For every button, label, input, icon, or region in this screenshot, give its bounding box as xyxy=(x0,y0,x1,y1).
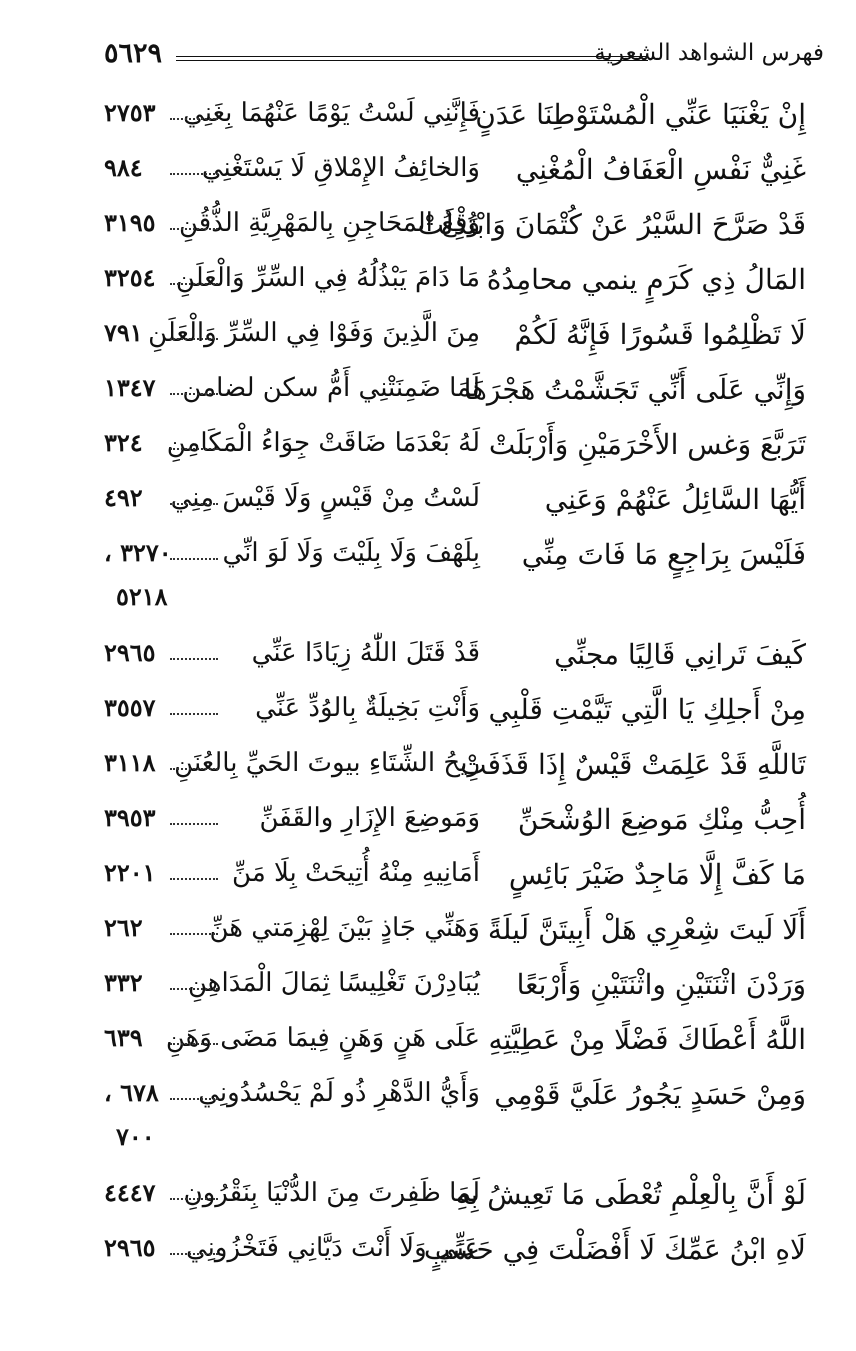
verse-page-refs: ٤٩٢ xyxy=(104,483,143,512)
verse-first-hemistich: وَرَدْنَ اثْنَتَيْنِ واثْنَتَيْنِ وَأَرْبَعًا xyxy=(516,968,806,1001)
verse-first-hemistich: تَرَبَّعَ وَغس الأَخْرَمَيْنِ وَأَرْبَلَتْ xyxy=(488,428,806,461)
running-title: فهرس الشواهد الشعرية xyxy=(594,40,824,66)
verse-row xyxy=(0,740,856,795)
verse-second-hemistich: وَالخائِفُ الإِمْلاقِ لَا يَسْتَغْنِي xyxy=(201,153,480,183)
verse-page-refs: ١٣٤٧ xyxy=(104,373,156,402)
verse-first-hemistich: المَالُ ذِي كَرَمٍ ينمي محامِدُهُ xyxy=(486,263,806,296)
verse-second-hemistich: مِنَ الَّذِينَ وَفَوْا فِي السِّرِّ وَالْعَلَنِ xyxy=(148,318,480,348)
verse-page-refs: ٣١٩٥ xyxy=(104,208,156,237)
dot-leader xyxy=(170,228,218,230)
verse-page-refs: ٤٤٤٧ xyxy=(104,1178,156,1207)
verse-page-refs: ٩٨٤ xyxy=(104,153,143,182)
dot-leader xyxy=(170,823,218,825)
verse-page-refs: ٣٩٥٣ xyxy=(104,803,156,832)
verse-page-refs: ٢٩٦٥ xyxy=(104,1233,156,1262)
verse-page-refs: ٣٢٤ xyxy=(104,428,143,457)
dot-leader xyxy=(170,1098,218,1100)
verse-second-hemistich: لَهُ بَعْدَمَا ضَاقَتْ جِوَاءُ الْمَكَامِنِ xyxy=(166,428,480,458)
verse-row xyxy=(0,685,856,740)
verse-row xyxy=(0,795,856,850)
dot-leader xyxy=(170,393,218,395)
dot-leader xyxy=(170,283,218,285)
verse-row xyxy=(0,905,856,960)
verse-row xyxy=(0,255,856,310)
verse-first-hemistich: أُحِبُّ مِنْكِ مَوضِعَ الوُشْحَنِّ xyxy=(517,803,806,836)
verse-row xyxy=(0,630,856,685)
dot-leader xyxy=(170,933,218,935)
verse-second-hemistich: رِيحُ الشِّتَاءِ بيوتَ الحَيِّ بِالعُنَنِ xyxy=(174,748,480,778)
dot-leader xyxy=(170,558,218,560)
verse-row xyxy=(0,200,856,255)
dot-leader xyxy=(170,658,218,660)
verse-page-refs: ٢٢٠١ xyxy=(104,858,156,887)
dot-leader xyxy=(170,503,218,505)
dot-leader xyxy=(170,878,218,880)
verse-row xyxy=(0,1225,856,1280)
verse-second-hemistich: عَلَى هَنٍ وَهَنٍ فِيمَا مَضَى وَهَنِ xyxy=(165,1023,480,1053)
dot-leader xyxy=(170,1253,218,1255)
page-number: ٥٦٢٩ xyxy=(104,38,163,69)
verse-page-refs: ٢٧٥٣ xyxy=(104,98,156,127)
verse-first-hemistich: كَيفَ تَرانِي قَالِيًا مجنِّي xyxy=(554,638,806,671)
verse-page-refs: ٢٦٢ xyxy=(104,913,143,942)
verse-second-hemistich: قَدْ قَتَلَ اللّٰهُ زِيَادًا عَنِّي xyxy=(251,638,480,668)
verse-first-hemistich: اللَّهُ أَعْطَاكَ فَضْلًا مِنْ عَطِيَّتِهِ xyxy=(488,1023,806,1056)
verse-page-refs: ٢٩٦٥ xyxy=(104,638,156,667)
verse-page-refs: ٧٩١ xyxy=(104,318,143,347)
dot-leader xyxy=(170,1043,218,1045)
verse-first-hemistich: قَدْ صَرَّحَ السَّيْرُ عَنْ كُتْمَانَ وَابْتُذِلَتْ xyxy=(417,208,806,241)
verse-first-hemistich: لَا تَظْلِمُوا قَسُورًا فَإِنَّهُ لَكُمْ xyxy=(514,318,806,351)
page-header xyxy=(104,38,824,78)
verse-first-hemistich: غَنِيٌّ نَفْسِ الْعَفَافُ الْمُغْنِي xyxy=(515,153,806,186)
verse-second-hemistich: وَأَيُّ الدَّهْرِ ذُو لَمْ يَحْسُدُونِي xyxy=(198,1078,480,1108)
verse-page-refs: ٦٧٨ ، xyxy=(104,1078,159,1107)
verse-second-hemistich: وَأَنْتِ بَخِيلَةٌ بِالوُدِّ عَنِّي xyxy=(255,693,480,723)
verse-page-refs-continued: ٧٠٠ xyxy=(116,1122,155,1151)
verse-row xyxy=(0,1170,856,1225)
verse-row xyxy=(0,310,856,365)
verse-row xyxy=(0,960,856,1015)
verse-first-hemistich: لَاهِ ابْنُ عَمِّكَ لَا أَفْضَلْتَ فِي حَسَبٍ xyxy=(423,1233,806,1266)
verse-first-hemistich: وَإِنِّي عَلَى أَنِّي تَجَشَّمْتُ هَجْرَهَا xyxy=(463,373,806,406)
verse-first-hemistich: تَاللَّهِ قَدْ عَلِمَتْ قَيْسٌ إِذَا قَذَفَتْ xyxy=(460,748,806,781)
verse-second-hemistich: مَا دَامَ يَبْذُلُهُ فِي السِّرِّ وَالْعَلَنِ xyxy=(175,263,480,293)
verse-page-refs: ٣٢٧٠ ، xyxy=(104,538,172,567)
dot-leader xyxy=(170,338,218,340)
verse-page-refs-continued: ٥٢١٨ xyxy=(116,582,168,611)
dot-leader xyxy=(170,713,218,715)
verse-first-hemistich: مِنْ أَجلِكِ يَا الَّتِي تَيَّمْتِ قَلْبِي xyxy=(488,693,806,726)
verse-page-refs: ٦٣٩ xyxy=(104,1023,143,1052)
verse-page-refs: ٣٥٥٧ xyxy=(104,693,156,722)
verse-second-hemistich: لَمَا ضَمِنَتْنِي أَمُّ سكن لضامن xyxy=(182,373,480,403)
verse-row xyxy=(0,850,856,905)
verse-first-hemistich: فَلَيْسَ بِرَاجِعٍ مَا فَاتَ مِنِّي xyxy=(521,538,806,571)
verse-index-list xyxy=(0,90,856,1280)
dot-leader xyxy=(170,988,218,990)
verse-page-refs: ٣٢٥٤ xyxy=(104,263,156,292)
verse-first-hemistich: أَيُّهَا السَّائِلُ عَنْهُمْ وَعَنِي xyxy=(544,483,806,516)
verse-first-hemistich: مَا كَفَّ إِلَّا مَاجِدٌ ضَيْرَ بَائِسٍ xyxy=(508,858,806,891)
verse-second-hemistich: أَمَانِيهِ مِنْهُ أُتِيحَتْ بِلَا مَنِّ xyxy=(232,858,480,888)
verse-page-refs: ٣١١٨ xyxy=(104,748,156,777)
verse-second-hemistich: لَسْتُ مِنْ قَيْسٍ وَلَا قَيْسَ مِنِي xyxy=(170,483,480,513)
verse-first-hemistich: لَوْ أَنَّ بِالْعِلْمِ تُعْطَى مَا تَعِيشُ بِهِ xyxy=(455,1178,806,1211)
verse-second-hemistich: وَمَوضِعَ الإِزَارِ والقَفَنِّ xyxy=(259,803,480,833)
verse-row xyxy=(0,475,856,530)
dot-leader xyxy=(170,118,218,120)
dot-leader xyxy=(170,173,218,175)
verse-row xyxy=(0,145,856,200)
verse-second-hemistich: بِلَهْفَ وَلَا بِلَيْتَ وَلَا لَوَ انِّي xyxy=(222,538,480,568)
dot-leader xyxy=(170,1198,218,1200)
verse-page-refs: ٣٣٢ xyxy=(104,968,143,997)
verse-first-hemistich: إِنْ يَغْنَيَا عَنِّي الْمُسْتَوْطِنَا عَدَنٍ xyxy=(475,98,806,131)
verse-row xyxy=(0,1070,856,1170)
verse-row xyxy=(0,1015,856,1070)
verse-second-hemistich: عَنِّي وَلَا أَنْتَ دَيَّانِي فَتَخْزُونِي xyxy=(186,1233,480,1263)
verse-row xyxy=(0,420,856,475)
verse-second-hemistich: فَإِنَّنِي لَسْتُ يَوْمًا عَنْهُمَا بِغَنِي xyxy=(183,98,480,128)
dot-leader xyxy=(170,768,218,770)
verse-row xyxy=(0,365,856,420)
verse-first-hemistich: أَلَا لَيتَ شِعْرِي هَلْ أَبِيتَنَّ لَيلَةً xyxy=(487,913,806,946)
verse-second-hemistich: وَهَنِّي جَاذٍ بَيْنَ لِهْزِمَتي هَنِّ xyxy=(209,913,480,943)
verse-second-hemistich: يُبَادِرْنَ تَغْلِيسًا ثِمَالَ الْمَدَاهِنِ xyxy=(187,968,480,998)
verse-second-hemistich: لَمَا ظَفِرتَ مِنَ الدُّنْيَا بِنَقْرُونِ xyxy=(183,1178,480,1208)
dot-leader xyxy=(170,448,218,450)
verse-row xyxy=(0,90,856,145)
verse-row xyxy=(0,530,856,630)
verse-first-hemistich: وَمِنْ حَسَدٍ يَجُورُ عَلَيَّ قَوْمِي xyxy=(494,1078,806,1111)
verse-second-hemistich: وَقْعُ المَحَاجِنِ بِالمَهْرِيَّةِ الذُّقُنِ xyxy=(179,208,480,238)
header-rule xyxy=(176,56,648,61)
